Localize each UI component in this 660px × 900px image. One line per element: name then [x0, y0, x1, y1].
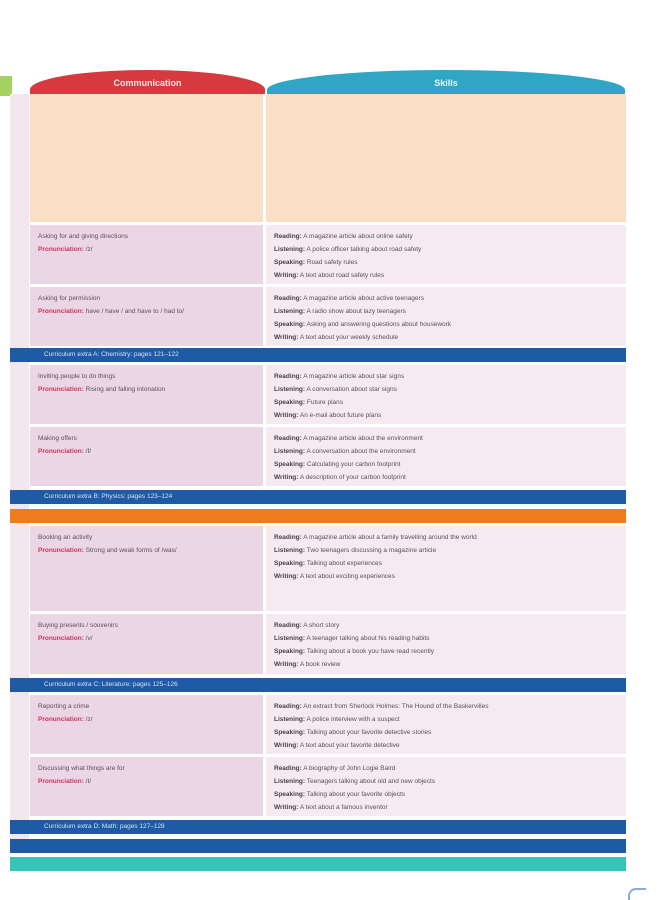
reading-key: Reading:	[274, 233, 302, 240]
unit-4-skills	[266, 427, 626, 486]
curriculum-bar-b: Curriculum extra B: Physics: pages 123–124	[10, 490, 626, 504]
curriculum-bar-d: Curriculum extra D: Math: pages 127–128	[10, 820, 626, 834]
communication-intro-area	[30, 94, 263, 222]
page-corner-icon	[628, 888, 646, 900]
listening-line	[274, 445, 618, 458]
writing-line	[274, 471, 618, 484]
speaking-key: Speaking:	[274, 648, 306, 655]
reading-value: A magazine article about the environment	[303, 435, 423, 442]
unit-7-communication	[30, 695, 263, 754]
writing-key: Writing:	[274, 474, 299, 481]
pronunciation-label: Pronunciation:	[38, 778, 84, 785]
listening-line	[274, 632, 618, 645]
communication-text: Making offers	[38, 435, 77, 442]
unit-1-communication	[30, 225, 263, 284]
speaking-key: Speaking:	[274, 399, 306, 406]
speaking-value: Talking about experiences	[306, 560, 382, 567]
skills-header: Skills	[267, 70, 625, 94]
reading-value: An extract from Sherlock Holmes: The Hound of the Baskervilles	[303, 703, 489, 710]
unit-2-communication	[30, 287, 263, 346]
pronunciation-label: Pronunciation:	[38, 246, 84, 253]
writing-value: A text about exciting experiences	[299, 573, 395, 580]
reading-value: A biography of John Logie Baird	[303, 765, 396, 772]
left-strip-top	[10, 94, 29, 509]
reading-key: Reading:	[274, 765, 302, 772]
reading-value: A magazine article about star signs	[303, 373, 405, 380]
reading-value: A magazine article about active teenagers	[303, 295, 424, 302]
pronunciation-line	[38, 243, 255, 256]
listening-value: A conversation about the environment	[306, 448, 416, 455]
unit-7-skills	[266, 695, 626, 754]
reading-key: Reading:	[274, 373, 302, 380]
writing-value: A book review	[299, 661, 341, 668]
writing-value: A text about your weekly schedule	[299, 334, 399, 341]
writing-line	[274, 331, 618, 344]
listening-value: A conversation about star signs	[306, 386, 397, 393]
pronunciation-line	[38, 632, 255, 645]
pronunciation-value: /z/	[85, 246, 93, 253]
unit-2-skills	[266, 287, 626, 346]
pronunciation-label: Pronunciation:	[38, 386, 84, 393]
speaking-line	[274, 396, 618, 409]
listening-line	[274, 775, 618, 788]
listening-value: A police interview with a suspect	[306, 716, 400, 723]
curriculum-bar-c: Curriculum extra C: Literature: pages 125–126	[10, 678, 626, 692]
teal-footer-bar	[10, 857, 626, 871]
reading-value: A short story	[303, 622, 340, 629]
speaking-value: Talking about your favorite objects	[306, 791, 406, 798]
reading-value: A magazine article about a family travelling around the world	[303, 534, 477, 541]
unit-8-communication	[30, 757, 263, 816]
communication-text: Discussing what things are for	[38, 765, 125, 772]
unit-3-skills	[266, 365, 626, 424]
reading-key: Reading:	[274, 295, 302, 302]
listening-key: Listening:	[274, 778, 306, 785]
listening-key: Listening:	[274, 386, 306, 393]
communication-header: Communication	[30, 70, 265, 94]
writing-line	[274, 658, 618, 671]
communication-text: Asking for permission	[38, 295, 101, 302]
pronunciation-line	[38, 775, 255, 788]
listening-line	[274, 713, 618, 726]
green-tab-edge	[0, 76, 12, 96]
reading-key: Reading:	[274, 703, 302, 710]
pronunciation-value: /z/	[85, 716, 93, 723]
listening-value: Two teenagers discussing a magazine article	[306, 547, 437, 554]
speaking-key: Speaking:	[274, 461, 306, 468]
unit-5-skills	[266, 526, 626, 611]
writing-key: Writing:	[274, 742, 299, 749]
pronunciation-value: /v/	[85, 635, 93, 642]
writing-key: Writing:	[274, 272, 299, 279]
pronunciation-label: Pronunciation:	[38, 308, 84, 315]
unit-5-communication	[30, 526, 263, 611]
pronunciation-label: Pronunciation:	[38, 716, 84, 723]
unit-4-communication	[30, 427, 263, 486]
skills-intro-area	[266, 94, 626, 222]
pronunciation-value: /t/	[85, 778, 92, 785]
speaking-value: Calculating your carbon footprint	[306, 461, 401, 468]
pronunciation-value: Rising and falling intonation	[85, 386, 166, 393]
reading-line	[274, 230, 618, 243]
writing-value: A text about a famous inventor	[299, 804, 388, 811]
pronunciation-line	[38, 445, 255, 458]
reading-key: Reading:	[274, 622, 302, 629]
writing-line	[274, 801, 618, 814]
writing-line	[274, 739, 618, 752]
pronunciation-line	[38, 383, 255, 396]
pronunciation-value: have / have / and have to / had to/	[85, 308, 184, 315]
curriculum-bar-a: Curriculum extra A: Chemistry: pages 121–122	[10, 348, 626, 362]
speaking-key: Speaking:	[274, 791, 306, 798]
reading-value: A magazine article about online safety	[303, 233, 413, 240]
reading-key: Reading:	[274, 534, 302, 541]
writing-key: Writing:	[274, 334, 299, 341]
communication-text: Asking for and giving directions	[38, 233, 128, 240]
speaking-key: Speaking:	[274, 259, 306, 266]
pronunciation-label: Pronunciation:	[38, 547, 84, 554]
speaking-line	[274, 318, 618, 331]
speaking-value: Future plans	[306, 399, 344, 406]
listening-value: A teenager talking about his reading habits	[306, 635, 430, 642]
speaking-line	[274, 256, 618, 269]
writing-key: Writing:	[274, 661, 299, 668]
writing-line	[274, 409, 618, 422]
listening-value: A radio show about lazy teenagers	[306, 308, 406, 315]
communication-text: Booking an activity	[38, 534, 93, 541]
writing-value: A text about your favorite detective	[299, 742, 400, 749]
listening-value: A police officer talking about road safety	[306, 246, 422, 253]
writing-line	[274, 269, 618, 282]
writing-value: A description of your carbon footprint	[299, 474, 406, 481]
listening-key: Listening:	[274, 308, 306, 315]
reading-key: Reading:	[274, 435, 302, 442]
listening-key: Listening:	[274, 716, 306, 723]
pronunciation-line	[38, 305, 255, 318]
communication-text: Buying presents / souvenirs	[38, 622, 118, 629]
speaking-value: Talking about your favorite detective stories	[306, 729, 432, 736]
speaking-value: Road safety rules	[306, 259, 358, 266]
listening-key: Listening:	[274, 246, 306, 253]
listening-key: Listening:	[274, 547, 306, 554]
writing-value: A text about road safety rules	[299, 272, 385, 279]
listening-key: Listening:	[274, 635, 306, 642]
speaking-line	[274, 557, 618, 570]
unit-8-skills	[266, 757, 626, 816]
speaking-key: Speaking:	[274, 560, 306, 567]
writing-value: An e-mail about future plans	[299, 412, 382, 419]
writing-line	[274, 570, 618, 583]
writing-key: Writing:	[274, 412, 299, 419]
listening-line	[274, 243, 618, 256]
listening-line	[274, 544, 618, 557]
listening-key: Listening:	[274, 448, 306, 455]
pronunciation-label: Pronunciation:	[38, 448, 84, 455]
pronunciation-label: Pronunciation:	[38, 635, 84, 642]
listening-line	[274, 383, 618, 396]
listening-value: Teenagers talking about old and new objects	[306, 778, 436, 785]
reading-line	[274, 762, 618, 775]
pronunciation-value: /f/	[85, 448, 92, 455]
speaking-value: Asking and answering questions about housework	[306, 321, 452, 328]
reading-line	[274, 432, 618, 445]
reading-line	[274, 700, 618, 713]
unit-1-skills	[266, 225, 626, 284]
unit-3-communication	[30, 365, 263, 424]
speaking-line	[274, 645, 618, 658]
speaking-line	[274, 788, 618, 801]
blue-footer-bar	[10, 839, 626, 853]
reading-line	[274, 531, 618, 544]
speaking-line	[274, 458, 618, 471]
pronunciation-line	[38, 713, 255, 726]
speaking-line	[274, 726, 618, 739]
communication-text: Inviting people to do things	[38, 373, 116, 380]
writing-key: Writing:	[274, 804, 299, 811]
communication-text: Reporting a crime	[38, 703, 90, 710]
reading-line	[274, 292, 618, 305]
reading-line	[274, 370, 618, 383]
speaking-key: Speaking:	[274, 729, 306, 736]
pronunciation-line	[38, 544, 255, 557]
pronunciation-value: Strong and weak forms of /was/	[85, 547, 177, 554]
orange-divider-bar	[10, 509, 626, 523]
unit-6-communication	[30, 614, 263, 674]
reading-line	[274, 619, 618, 632]
writing-key: Writing:	[274, 573, 299, 580]
speaking-key: Speaking:	[274, 321, 306, 328]
speaking-value: Talking about a book you have read recently	[306, 648, 434, 655]
unit-6-skills	[266, 614, 626, 674]
listening-line	[274, 305, 618, 318]
